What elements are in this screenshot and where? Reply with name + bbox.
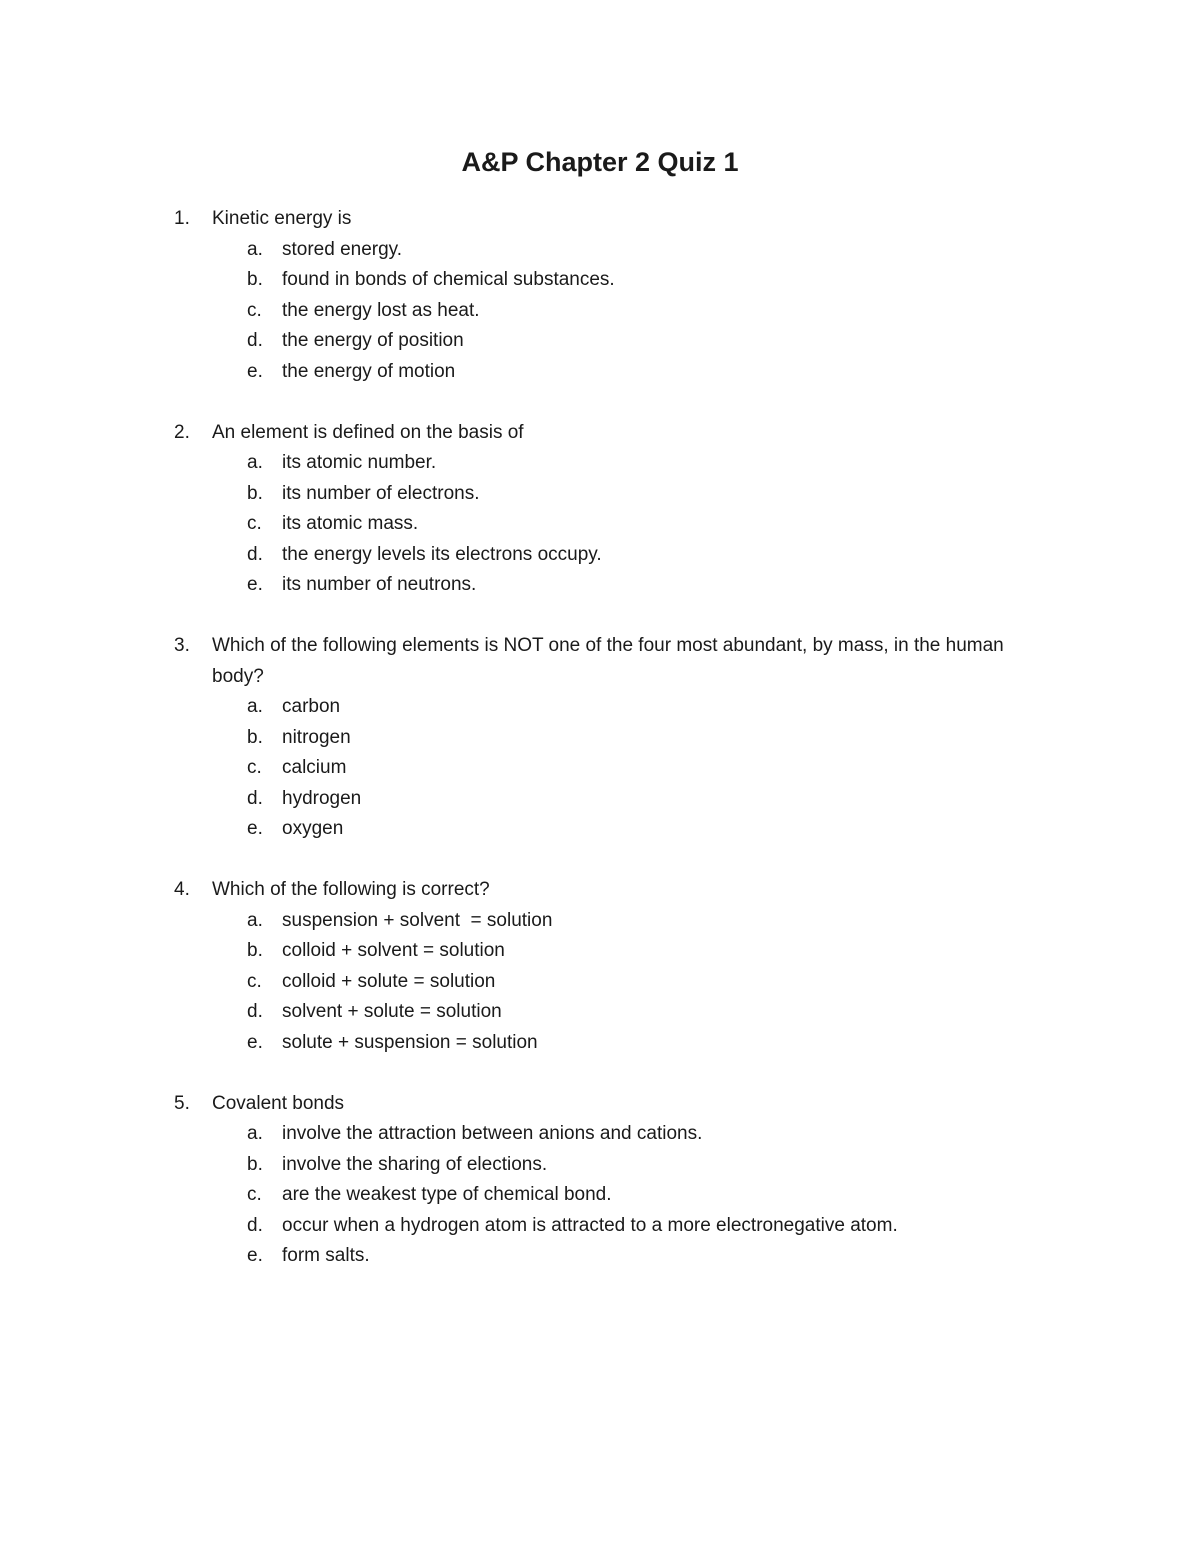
- question-list: [0, 204, 1200, 1302]
- option-text: the energy of motion: [282, 360, 456, 382]
- option-letter: d.: [247, 1214, 263, 1236]
- question-stem: [0, 204, 1200, 235]
- question-number: 4.: [174, 879, 190, 900]
- answer-option: [0, 509, 1200, 540]
- answer-option: [0, 326, 1200, 357]
- answer-option: [0, 967, 1200, 998]
- answer-option: [0, 1150, 1200, 1181]
- option-letter: c.: [247, 970, 262, 992]
- option-letter: e.: [247, 818, 263, 839]
- answer-option: [0, 540, 1200, 571]
- question-text: Which of the following is correct?: [212, 879, 490, 900]
- option-text: carbon: [282, 696, 341, 717]
- option-text: colloid + solute = solution: [282, 970, 496, 992]
- answer-option: [0, 296, 1200, 327]
- option-text: stored energy.: [282, 238, 403, 260]
- option-letter: a.: [247, 696, 263, 717]
- option-letter: b.: [247, 940, 263, 961]
- option-letter: e.: [247, 1031, 263, 1053]
- option-letter: b.: [247, 726, 263, 748]
- option-text: suspension + solvent = solution: [282, 909, 553, 931]
- option-text: occur when a hydrogen atom is attracted to a more electronegative atom.: [282, 1214, 898, 1236]
- option-text: involve the attraction between anions and cations.: [282, 1123, 703, 1144]
- option-letter: b.: [247, 1153, 263, 1175]
- answer-option: [0, 1028, 1200, 1059]
- option-text: its number of neutrons.: [282, 574, 477, 595]
- answer-option: [0, 448, 1200, 479]
- option-letter: a.: [247, 1123, 263, 1144]
- question-4: [0, 875, 1200, 1058]
- answer-option: [0, 1119, 1200, 1150]
- option-letter: c.: [247, 757, 262, 778]
- option-letter: e.: [247, 360, 263, 382]
- question-1: [0, 204, 1200, 387]
- question-text: Which of the following elements is NOT one of the four most abundant, by mass, in the human body?: [212, 635, 1004, 687]
- option-text: its atomic number.: [282, 452, 437, 473]
- question-3: [0, 631, 1200, 845]
- answer-option: [0, 784, 1200, 815]
- answer-option: [0, 723, 1200, 754]
- option-letter: e.: [247, 1245, 263, 1266]
- option-text: the energy of position: [282, 330, 464, 351]
- option-letter: d.: [247, 1001, 263, 1022]
- option-letter: b.: [247, 269, 263, 290]
- option-text: solute + suspension = solution: [282, 1031, 538, 1053]
- option-letter: d.: [247, 787, 263, 809]
- question-text: Kinetic energy is: [212, 208, 352, 229]
- option-text: the energy lost as heat.: [282, 299, 480, 321]
- answer-option: [0, 235, 1200, 266]
- option-text: found in bonds of chemical substances.: [282, 269, 615, 290]
- option-text: involve the sharing of elections.: [282, 1153, 548, 1175]
- answer-option: [0, 997, 1200, 1028]
- option-text: its number of electrons.: [282, 482, 480, 504]
- option-text: nitrogen: [282, 726, 351, 748]
- option-text: oxygen: [282, 818, 344, 839]
- question-stem: [0, 418, 1200, 449]
- question-number: 3.: [174, 635, 190, 656]
- question-number: 5.: [174, 1092, 190, 1114]
- option-letter: d.: [247, 330, 263, 351]
- answer-option: [0, 357, 1200, 388]
- option-text: form salts.: [282, 1245, 370, 1266]
- option-letter: c.: [247, 1184, 262, 1205]
- question-text: Covalent bonds: [212, 1092, 345, 1114]
- option-letter: e.: [247, 574, 263, 595]
- option-letter: a.: [247, 909, 263, 931]
- answer-option: [0, 479, 1200, 510]
- answer-option: [0, 1180, 1200, 1211]
- answer-option: [0, 814, 1200, 845]
- question-text: An element is defined on the basis of: [212, 421, 524, 443]
- option-text: solvent + solute = solution: [282, 1001, 502, 1022]
- option-text: colloid + solvent = solution: [282, 940, 505, 961]
- answer-option: [0, 265, 1200, 296]
- option-letter: c.: [247, 299, 262, 321]
- option-letter: c.: [247, 513, 262, 534]
- option-letter: a.: [247, 452, 263, 473]
- page-title: A&P Chapter 2 Quiz 1: [461, 147, 739, 177]
- option-letter: d.: [247, 543, 263, 565]
- answer-option: [0, 570, 1200, 601]
- question-5: [0, 1089, 1200, 1272]
- question-2: [0, 418, 1200, 601]
- question-stem: [0, 875, 1200, 906]
- question-stem: [0, 1089, 1200, 1120]
- option-text: are the weakest type of chemical bond.: [282, 1184, 612, 1205]
- option-letter: b.: [247, 482, 263, 504]
- option-text: calcium: [282, 757, 347, 778]
- option-letter: a.: [247, 238, 263, 260]
- question-number: 2.: [174, 421, 190, 443]
- answer-option: [0, 906, 1200, 937]
- option-text: the energy levels its electrons occupy.: [282, 543, 602, 565]
- option-text: hydrogen: [282, 787, 362, 809]
- question-number: 1.: [174, 208, 190, 229]
- answer-option: [0, 936, 1200, 967]
- answer-option: [0, 1211, 1200, 1242]
- answer-option: [0, 753, 1200, 784]
- option-text: its atomic mass.: [282, 513, 419, 534]
- question-stem: [0, 631, 1200, 692]
- answer-option: [0, 1241, 1200, 1272]
- answer-option: [0, 692, 1200, 723]
